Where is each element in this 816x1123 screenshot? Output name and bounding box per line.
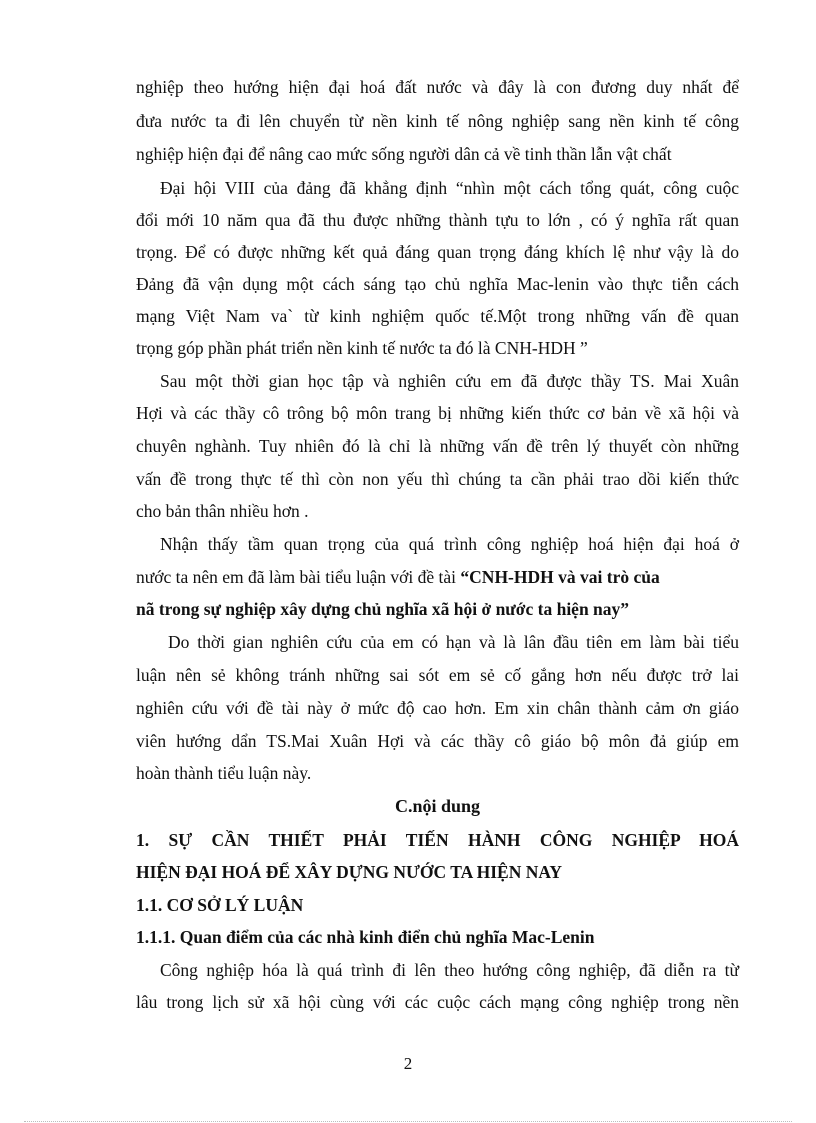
p3-line-4: vấn đề trong thực tế thì còn non yếu thì chúng ta cần phải trao dồi kiến thức — [136, 469, 739, 489]
p5-line-2: luận nên sẻ không tránh những sai sót em sẻ cố gắng hơn nếu được trở lai — [136, 665, 739, 685]
page-bottom-divider — [24, 1121, 792, 1122]
page-number: 2 — [403, 1054, 413, 1073]
intro-line-1: nghiệp theo hướng hiện đại hoá đất nước và đây là con đương duy nhất để — [136, 77, 739, 97]
p3-line-1: Sau một thời gian học tập và nghiên cứu em đã được thầy TS. Mai Xuân — [160, 371, 739, 391]
p4-topic-title-part-1: “CNH-HDH và vai trò của — [460, 567, 660, 587]
p2-line-6: trọng góp phần phát triển nền kinh tế nước ta đó là CNH-HDH ” — [136, 338, 588, 358]
p2-line-1: Đại hội VIII của đảng đã khẳng định “nhìn một cách tổng quát, công cuộc — [160, 178, 739, 198]
p5-line-1: Do thời gian nghiên cứu của em có hạn và là lân đầu tiên em làm bài tiểu — [168, 632, 739, 652]
p4-line-2-text: nước ta nên em đã làm bài tiểu luận với đề tài — [136, 567, 461, 587]
p2-line-4: Đảng đã vận dụng một cách sáng tạo chủ nghĩa Mac-lenin vào thực tiễn cách — [136, 274, 739, 294]
p2-line-5: mạng Việt Nam va` từ kinh nghiệm quốc tế.Một trong những vấn đề quan — [136, 306, 739, 326]
p3-line-5: cho bản thân nhiều hơn . — [136, 501, 309, 521]
p3-line-3: chuyên nghành. Tuy nhiên đó là chỉ là những vấn đề trên lý thuyết còn những — [136, 436, 739, 456]
section-title: C.nội dung — [394, 796, 481, 816]
p2-line-2: đổi mới 10 năm qua đã thu được những thành tựu to lớn , có ý nghĩa rất quan — [136, 210, 739, 230]
heading-1-line-1: 1. SỰ CẦN THIẾT PHẢI TIẾN HÀNH CÔNG NGHIỆP HOÁ — [136, 830, 739, 850]
p3-line-2: Hợi và các thầy cô trông bộ môn trang bị những kiến thức cơ bản về xã hội và — [136, 403, 739, 423]
intro-line-2: đưa nước ta đi lên chuyển từ nền kinh tế nông nghiệp sang nền kinh tế công — [136, 111, 739, 131]
heading-1-1: 1.1. CƠ SỞ LÝ LUẬN — [136, 895, 304, 915]
p4-line-1: Nhận thấy tầm quan trọng của quá trình công nghiệp hoá hiện đại hoá ở — [160, 534, 739, 554]
heading-1-line-2: HIỆN ĐẠI HOÁ ĐỂ XÂY DỰNG NƯỚC TA HIỆN NAY — [136, 862, 563, 882]
intro-line-3: nghiệp hiện đại để nâng cao mức sống người dân cả về tinh thần lẫn vật chất — [136, 144, 672, 164]
p5-line-5: hoàn thành tiểu luận này. — [136, 763, 312, 783]
p4-topic-title-part-2: nã trong sự nghiệp xây dựng chủ nghĩa xã hội ở nước ta hiện nay” — [136, 599, 630, 619]
p5-line-3: nghiên cứu với đề tài này ở mức độ cao hơn. Em xin chân thành cảm ơn giáo — [136, 698, 739, 718]
p6-line-2: lâu trong lịch sử xã hội cùng với các cuộc cách mạng công nghiệp trong nền — [136, 992, 739, 1012]
p2-line-3: trọng. Để có được những kết quả đáng quan trọng đáng khích lệ như vậy là do — [136, 242, 739, 262]
p6-line-1: Công nghiệp hóa là quá trình đi lên theo hướng công nghiệp, đã diễn ra từ — [160, 960, 739, 980]
p5-line-4: viên hướng dẩn TS.Mai Xuân Hợi và các thầy cô giáo bộ môn đả giúp em — [136, 731, 739, 751]
p4-line-2 — [136, 566, 739, 588]
heading-1-1-1: 1.1.1. Quan điểm của các nhà kinh điển chủ nghĩa Mac-Lenin — [136, 927, 595, 947]
